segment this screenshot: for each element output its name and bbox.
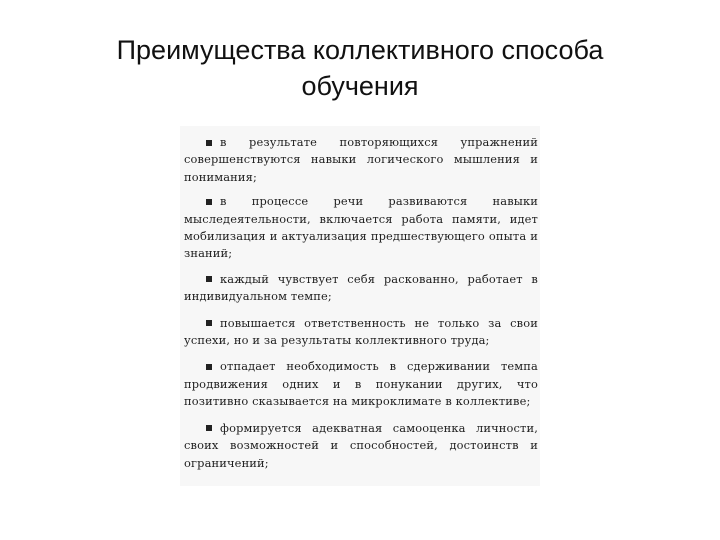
- list-item-text: каждый чувствует себя раскованно, работает в индивидуальном темпе;: [184, 271, 538, 304]
- square-bullet-icon: [206, 199, 212, 205]
- advantages-list: [184, 134, 538, 480]
- list-item-text: в результате повторяющихся упражнений совершенствуются навыки логического мышления и понимания;: [184, 135, 538, 184]
- list-item-text: в процессе речи развиваются навыки мыследеятельности, включается работа памяти, идет мобилизация и актуализация предшествующего опыта и знаний;: [184, 194, 538, 261]
- list-item-text: формируется адекватная самооценка личности, своих возможностей и способностей, достоинств и ограничений;: [184, 420, 538, 470]
- slide-title: [60, 32, 660, 104]
- slide-title-line-2: обучения: [301, 71, 419, 101]
- slide-title-line-1: Преимущества коллективного способа: [116, 35, 604, 65]
- list-item: [184, 420, 538, 472]
- list-item: [184, 193, 538, 263]
- list-item: [184, 358, 538, 410]
- list-item-text: отпадает необходимость в сдерживании темпа продвижения одних и в понукании других, что позитивно сказывается на микроклимате в коллективе;: [184, 359, 538, 409]
- list-item: [184, 134, 538, 186]
- square-bullet-icon: [206, 425, 212, 431]
- list-item: [184, 271, 538, 306]
- square-bullet-icon: [206, 276, 212, 282]
- square-bullet-icon: [206, 364, 212, 370]
- square-bullet-icon: [206, 140, 212, 146]
- list-item: [184, 315, 538, 350]
- scanned-text-image: [180, 126, 540, 486]
- square-bullet-icon: [206, 320, 212, 326]
- list-item-text: повышается ответственность не только за свои успехи, но и за результаты коллективного труда;: [184, 315, 538, 348]
